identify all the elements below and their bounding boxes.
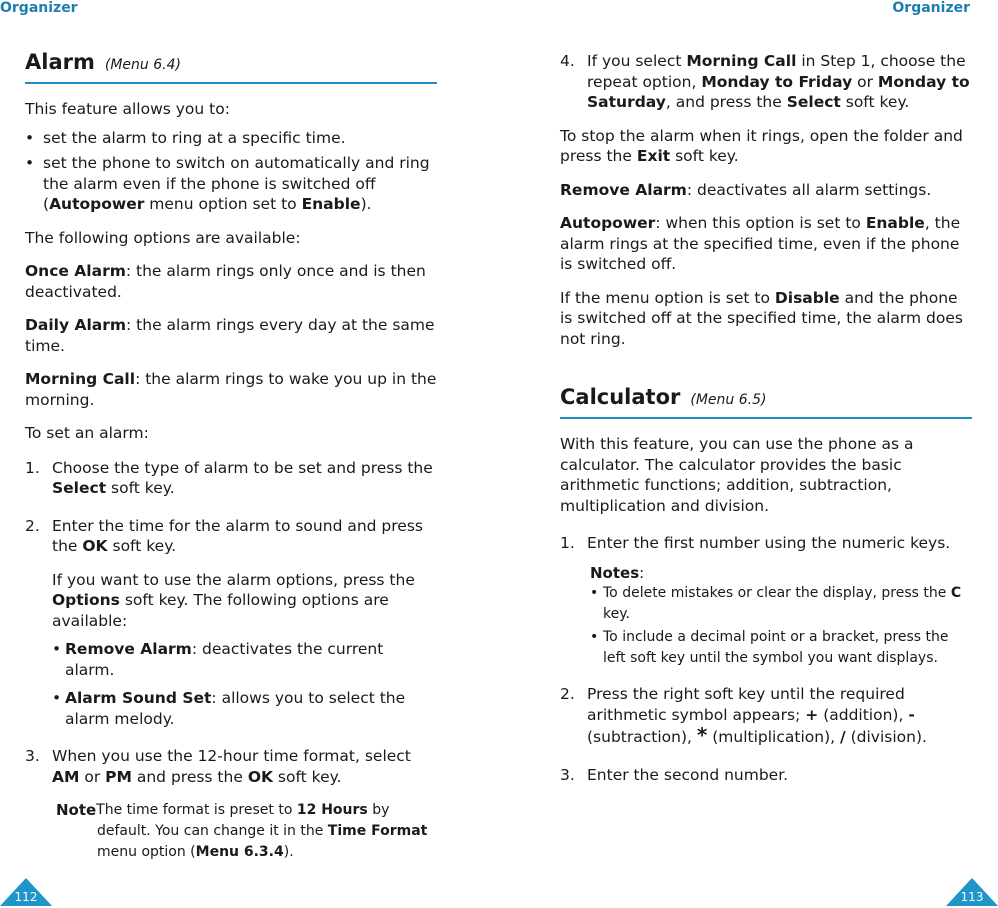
stop-alarm-text: To stop the alarm when it rings, open the folder and press the Exit soft key.: [560, 126, 963, 165]
option-remove-alarm: • Remove Alarm: deactivates the current alarm.: [52, 640, 384, 679]
autopower-desc: Autopower: when this option is set to Enable, the alarm rings at the specified time, even if the phone is switched off.: [560, 214, 961, 273]
alarm-section-title: [25, 52, 437, 84]
alarm-step-2-options: If you want to use the alarm options, press the Options soft key. The following options are available:: [52, 570, 415, 630]
time-format-note: Note : The time format is preset to 12 Hours by default. You can change it in the Time Format menu option (Menu 6.3.4).: [56, 801, 428, 860]
remove-alarm-desc: Remove Alarm: deactivates all alarm settings.: [560, 180, 932, 199]
alarm-bullet-1: • set the alarm to ring at a specific time.: [25, 128, 437, 149]
right-page: [560, 51, 972, 785]
calc-step-1: 1. Enter the first number using the numeric keys.: [560, 534, 951, 552]
alarm-heading: Alarm: [25, 50, 95, 74]
page-number-tab-left: [0, 878, 52, 906]
calculator-menu-ref: (Menu 6.5): [690, 392, 767, 408]
note-decimal: • To include a decimal point or a bracket, press the left soft key until the symbol you want displays.: [590, 629, 949, 666]
alarm-step-1: 1. Choose the type of alarm to be set and press the Select soft key.: [25, 458, 433, 497]
alarm-menu-ref: (Menu 6.4): [104, 57, 181, 73]
alarm-step-4: 4. If you select Morning Call in Step 1, choose the repeat option, Monday to Friday or Monday to Saturday, and press the Select soft key.: [560, 52, 970, 111]
alarm-step-3: 3. When you use the 12-hour time format, select AM or PM and press the OK soft key.: [25, 747, 411, 786]
notes-label: Notes:: [590, 563, 645, 582]
calculator-section-title: [560, 387, 972, 419]
calculator-intro: With this feature, you can use the phone as a calculator. The calculator provides the basic arithmetic functions; addition, subtraction, multiplication and division.: [560, 435, 914, 515]
page-number-right: 113: [960, 890, 984, 904]
option-alarm-sound-set: • Alarm Sound Set: allows you to select the alarm melody.: [52, 689, 406, 728]
left-page: [25, 52, 437, 863]
options-intro: The following options are available:: [25, 228, 301, 247]
calc-step-3: 3. Enter the second number.: [560, 765, 789, 784]
calculator-heading: Calculator: [560, 385, 681, 409]
calc-step-2: 2. Press the right soft key until the required arithmetic symbol appears; + (addition), - (subtraction), * (multiplication), / (division).: [560, 685, 927, 747]
note-clear: • To delete mistakes or clear the display, press the C key.: [590, 585, 962, 622]
calc-notes: [560, 563, 972, 670]
page-number-left: 112: [14, 890, 38, 904]
morning-call-desc: Morning Call: the alarm rings to wake you up in the morning.: [25, 370, 437, 409]
alarm-intro: This feature allows you to:: [25, 100, 230, 118]
alarm-step-2: 2. Enter the time for the alarm to sound and press the OK soft key.: [25, 516, 423, 555]
disable-desc: If the menu option is set to Disable and the phone is switched off at the specified time, the alarm does not ring.: [560, 288, 963, 348]
set-alarm-intro: To set an alarm:: [25, 424, 149, 442]
running-header-right: Organizer: [892, 0, 970, 16]
page-number-tab-right: [946, 878, 998, 906]
running-header-left: Organizer: [0, 0, 78, 16]
daily-alarm-desc: Daily Alarm: the alarm rings every day at the same time.: [25, 316, 435, 355]
once-alarm-desc: Once Alarm: the alarm rings only once and is then deactivated.: [25, 262, 426, 301]
alarm-bullet-2: • set the phone to switch on automatically and ring the alarm even if the phone is switched off (Autopower menu option set to Enable).: [25, 153, 437, 215]
